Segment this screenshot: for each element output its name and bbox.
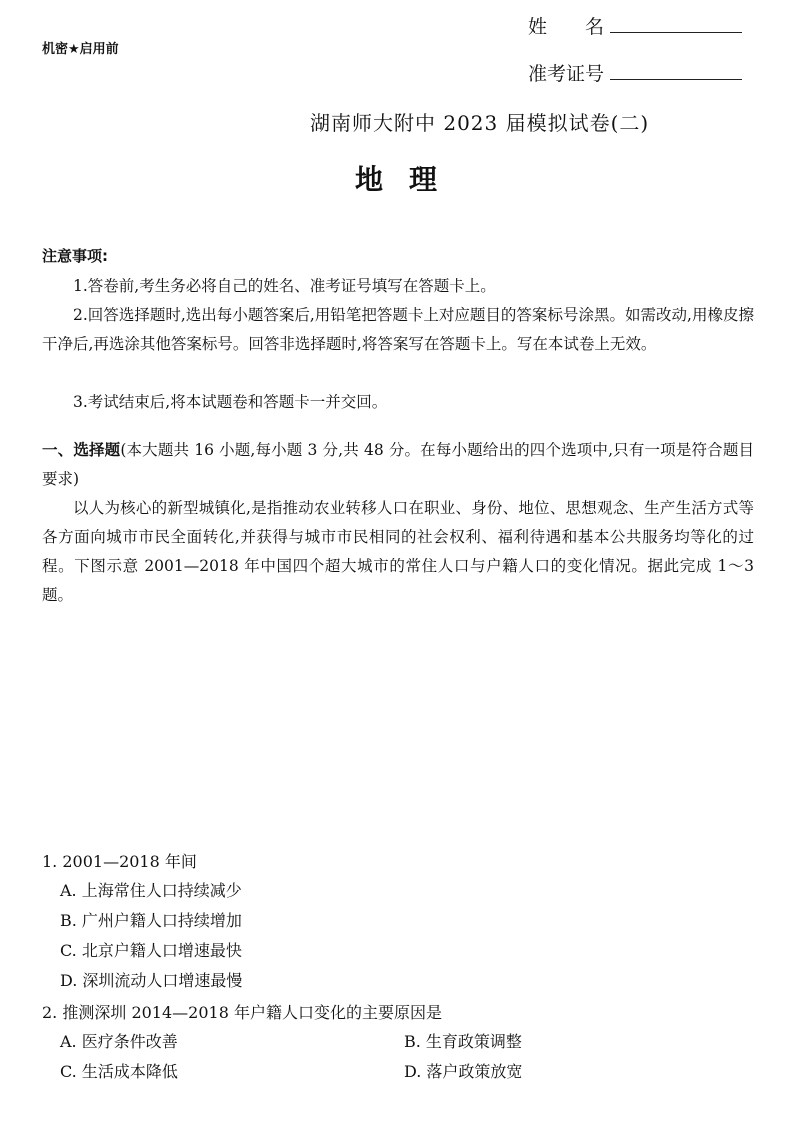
question-2-option-b: B. 生育政策调整 (404, 1032, 522, 1051)
name-field (528, 12, 742, 39)
exam-id-label: 准考证号 (528, 63, 605, 85)
note-item-2: 2.回答选择题时,选出每小题答案后,用铅笔把答题卡上对应题目的答案标号涂黑。如需改动,用橡皮擦干净后,再选涂其他答案标号。回答非选择题时,将答案写在答题卡上。写在本试卷上无效。 (42, 306, 754, 353)
section1-instruction: (本大题共 16 小题,每小题 3 分,共 48 分。在每小题给出的四个选项中,只有一项是符合题目要求) (42, 441, 754, 488)
section1-header (42, 436, 754, 494)
name-underline (610, 12, 742, 33)
question-1-option-d: D. 深圳流动人口增速最慢 (60, 971, 243, 990)
question-2-option-c: C. 生活成本降低 (60, 1062, 178, 1081)
note-item-1: 1.答卷前,考生务必将自己的姓名、准考证号填写在答题卡上。 (73, 277, 496, 295)
notes-heading: 注意事项: (42, 247, 108, 265)
question-2-stem: 2. 推测深圳 2014—2018 年户籍人口变化的主要原因是 (42, 1003, 442, 1022)
exam-title: 湖南师大附中 2023 届模拟试卷(二) (310, 111, 650, 135)
subject-title: 地理 (355, 163, 464, 196)
reading-passage: 以人为核心的新型城镇化,是指推动农业转移人口在职业、身份、地位、思想观念、生产生活方式等各方面向城市市民全面转化,并获得与城市市民相同的社会权利、福利待遇和基本公共服务均等化的过程。下图示意 2001—2018 年中国四个超大城市的常住人口与户籍人口的变化情况。据此完成 1～3 题。 (42, 499, 754, 604)
note-item-3: 3.考试结束后,将本试题卷和答题卡一并交回。 (73, 393, 388, 411)
exam-id-field (528, 59, 742, 86)
question-1-option-a: A. 上海常住人口持续减少 (60, 881, 242, 900)
question-2-option-a: A. 医疗条件改善 (60, 1032, 178, 1051)
question-2-option-d: D. 落户政策放宽 (404, 1062, 523, 1081)
question-1-option-c: C. 北京户籍人口增速最快 (60, 941, 242, 960)
section1-heading: 一、选择题 (42, 441, 121, 459)
question-1-stem: 1. 2001—2018 年间 (42, 852, 197, 871)
exam-id-underline (610, 59, 742, 80)
name-label: 姓 名 (528, 16, 605, 38)
question-1-option-b: B. 广州户籍人口持续增加 (60, 911, 242, 930)
confidential-mark: 机密★启用前 (42, 42, 119, 57)
